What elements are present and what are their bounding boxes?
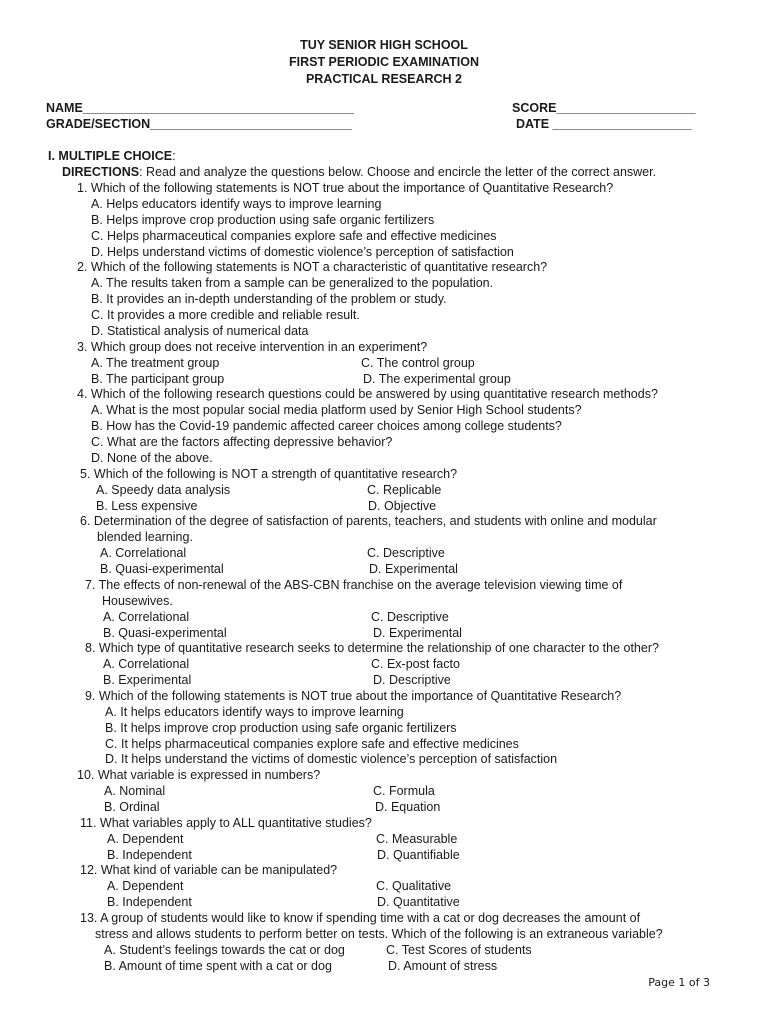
question-10: 10. What variable is expressed in numbers?	[77, 768, 321, 782]
option-12a[interactable]: A. Dependent	[107, 879, 184, 893]
option-1c[interactable]: C. Helps pharmaceutical companies explore safe and effective medicines	[91, 229, 497, 243]
question-9: 9. Which of the following statements is NOT true about the importance of Quantitative Research?	[85, 689, 622, 703]
name-field[interactable]: NAME_______________________________________	[46, 101, 354, 115]
option-11d[interactable]: D. Quantifiable	[377, 848, 460, 862]
option-3c[interactable]: C. The control group	[361, 356, 475, 370]
exam-title: FIRST PERIODIC EXAMINATION	[288, 55, 480, 69]
option-9a[interactable]: A. It helps educators identify ways to improve learning	[105, 705, 404, 719]
option-7a[interactable]: A. Correlational	[103, 610, 190, 624]
section-colon: :	[172, 149, 176, 163]
option-7c[interactable]: C. Descriptive	[371, 610, 449, 624]
option-12d[interactable]: D. Quantitative	[377, 895, 460, 909]
option-8b[interactable]: B. Experimental	[103, 673, 192, 687]
option-5c[interactable]: C. Replicable	[367, 483, 442, 497]
option-13a[interactable]: A. Student’s feelings towards the cat or dog	[104, 943, 345, 957]
section-title: I. MULTIPLE CHOICE	[48, 149, 173, 163]
option-9d[interactable]: D. It helps understand the victims of domestic violence’s perception of satisfaction	[105, 752, 558, 766]
option-4c[interactable]: C. What are the factors affecting depressive behavior?	[91, 435, 393, 449]
option-3b[interactable]: B. The participant group	[91, 372, 225, 386]
page-number: Page 1 of 3	[648, 976, 710, 989]
directions-text: : Read and analyze the questions below. Choose and encircle the letter of the correct answer.	[139, 165, 657, 179]
question-6-continued: blended learning.	[97, 530, 193, 544]
question-7: 7. The effects of non-renewal of the ABS-CBN franchise on the average television viewing time of	[85, 578, 623, 592]
question-5: 5. Which of the following is NOT a strength of quantitative research?	[80, 467, 458, 481]
option-7d[interactable]: D. Experimental	[373, 626, 462, 640]
directions-label: DIRECTIONS	[62, 165, 140, 179]
section-heading	[48, 149, 176, 164]
option-4a[interactable]: A. What is the most popular social media platform used by Senior High School students?	[91, 403, 582, 417]
option-11b[interactable]: B. Independent	[107, 848, 192, 862]
option-3d[interactable]: D. The experimental group	[363, 372, 511, 386]
option-5d[interactable]: D. Objective	[368, 499, 437, 513]
question-2: 2. Which of the following statements is NOT a characteristic of quantitative research?	[77, 260, 548, 274]
option-3a[interactable]: A. The treatment group	[91, 356, 220, 370]
option-8c[interactable]: C. Ex-post facto	[371, 657, 460, 671]
question-8: 8. Which type of quantitative research seeks to determine the relationship of one character to the other?	[85, 641, 659, 655]
option-6a[interactable]: A. Correlational	[100, 546, 187, 560]
option-2d[interactable]: D. Statistical analysis of numerical data	[91, 324, 309, 338]
option-1d[interactable]: D. Helps understand victims of domestic violence’s perception of satisfaction	[91, 245, 514, 259]
option-6c[interactable]: C. Descriptive	[367, 546, 445, 560]
school-name: TUY SENIOR HIGH SCHOOL	[300, 38, 468, 52]
score-field[interactable]: SCORE____________________	[512, 101, 696, 115]
option-8a[interactable]: A. Correlational	[103, 657, 190, 671]
date-field[interactable]: DATE ____________________	[516, 117, 692, 131]
question-12: 12. What kind of variable can be manipulated?	[80, 863, 338, 877]
subject-title: PRACTICAL RESEARCH 2	[305, 72, 463, 86]
option-11a[interactable]: A. Dependent	[107, 832, 184, 846]
question-11: 11. What variables apply to ALL quantitative studies?	[80, 816, 372, 830]
option-10b[interactable]: B. Ordinal	[104, 800, 160, 814]
option-6d[interactable]: D. Experimental	[369, 562, 458, 576]
option-12b[interactable]: B. Independent	[107, 895, 192, 909]
option-10d[interactable]: D. Equation	[375, 800, 441, 814]
option-1b[interactable]: B. Helps improve crop production using safe organic fertilizers	[91, 213, 435, 227]
question-13-continued: stress and allows students to perform better on tests. Which of the following is an extraneous variable?	[95, 927, 663, 941]
question-1: 1. Which of the following statements is NOT true about the importance of Quantitative Research?	[77, 181, 614, 195]
option-13c[interactable]: C. Test Scores of students	[386, 943, 532, 957]
option-2b[interactable]: B. It provides an in-depth understanding of the problem or study.	[91, 292, 447, 306]
option-5b[interactable]: B. Less expensive	[96, 499, 198, 513]
option-2c[interactable]: C. It provides a more credible and reliable result.	[91, 308, 360, 322]
option-10a[interactable]: A. Nominal	[104, 784, 166, 798]
option-13b[interactable]: B. Amount of time spent with a cat or dog	[104, 959, 332, 973]
option-9c[interactable]: C. It helps pharmaceutical companies explore safe and effective medicines	[105, 737, 519, 751]
option-5a[interactable]: A. Speedy data analysis	[96, 483, 231, 497]
option-10c[interactable]: C. Formula	[373, 784, 435, 798]
question-13: 13. A group of students would like to know if spending time with a cat or dog decreases the amount of	[80, 911, 641, 925]
option-6b[interactable]: B. Quasi-experimental	[100, 562, 224, 576]
option-2a[interactable]: A. The results taken from a sample can be generalized to the population.	[91, 276, 494, 290]
question-6: 6. Determination of the degree of satisfaction of parents, teachers, and students with online and modular	[80, 514, 657, 528]
option-9b[interactable]: B. It helps improve crop production using safe organic fertilizers	[105, 721, 457, 735]
option-1a[interactable]: A. Helps educators identify ways to improve learning	[91, 197, 382, 211]
option-12c[interactable]: C. Qualitative	[376, 879, 452, 893]
option-8d[interactable]: D. Descriptive	[373, 673, 451, 687]
option-11c[interactable]: C. Measurable	[376, 832, 458, 846]
directions	[62, 165, 656, 180]
option-13d[interactable]: D. Amount of stress	[388, 959, 498, 973]
question-7-continued: Housewives.	[102, 594, 173, 608]
option-4b[interactable]: B. How has the Covid-19 pandemic affected career choices among college students?	[91, 419, 562, 433]
question-4: 4. Which of the following research questions could be answered by using quantitative research methods?	[77, 387, 658, 401]
option-7b[interactable]: B. Quasi-experimental	[103, 626, 227, 640]
question-3: 3. Which group does not receive intervention in an experiment?	[77, 340, 428, 354]
grade-section-field[interactable]: GRADE/SECTION_____________________________	[46, 117, 352, 131]
option-4d[interactable]: D. None of the above.	[91, 451, 213, 465]
